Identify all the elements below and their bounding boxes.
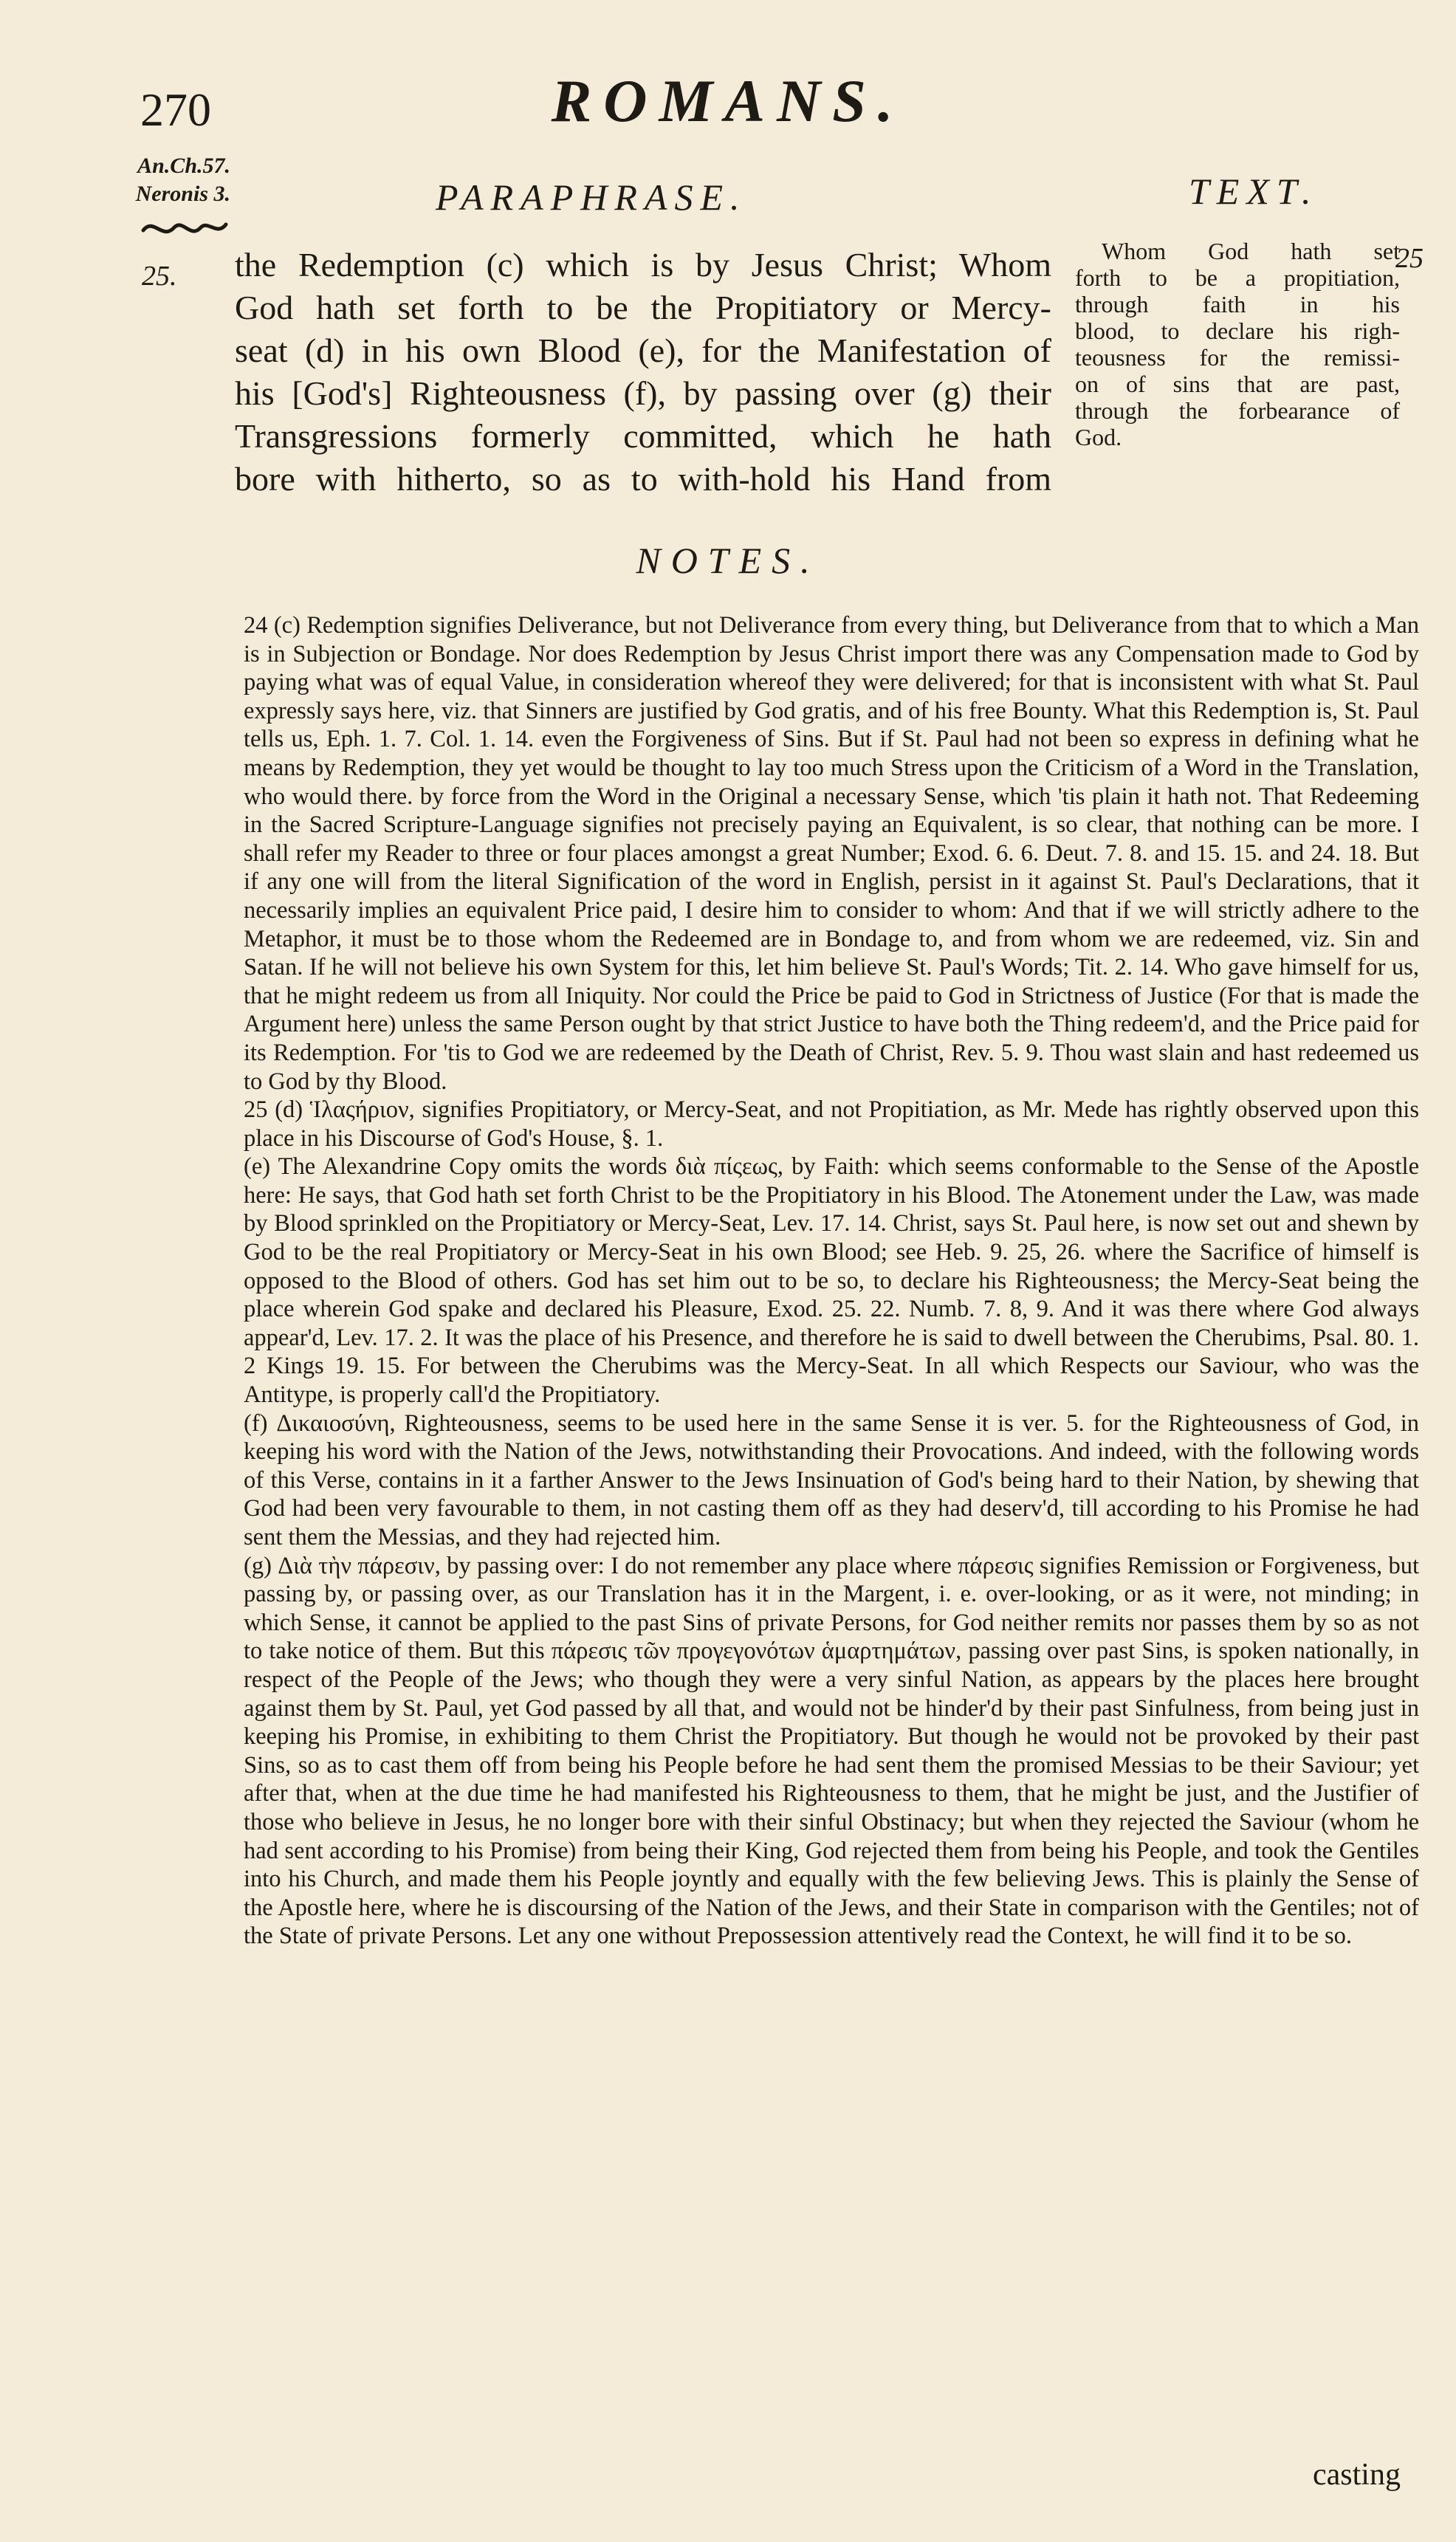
paraphrase-line: Transgressions formerly committed, which he hath bbox=[235, 417, 1051, 455]
notes-heading: NOTES. bbox=[636, 540, 820, 581]
note-paragraph: (g) Διὰ τὴν πάρεσιν, by passing over: I do not remember any place where πάρεσις signifies Remission or Forgiveness, but passing by, or passing over, as our Translation has it in the Margent, i. e. over-looking, or as it were, not minding; in which Sense, it cannot be applied to the past Sins of private Persons, for God neither remits nor passes them by so as not to take notice of them. But this πάρεσις τῶν προγεγονότων ἁμαρτημάτων, passing over past Sins, is spoken nationally, in respect of the People of the Jews; who though they were a very sinful Nation, as appears by the places here brought against them by St. Paul, yet God passed by all that, and would not be hinder'd by their past Sinfulness, from being just in keeping his Promise, in exhibiting to them Christ the Propitiatory. But though he would not be provoked by their past Sins, so as to cast them off from being his People before he had sent them the promised Messias to be their Saviour; yet after that, when at the due time he had manifested his Righteousness to them, that he might be just, and the Justifier of those who believe in Jesus, he no longer bore with their sinful Obstinacy; but when they rejected the Saviour (whom he had sent according to his Promise) from being their King, God rejected them from being his People, and took the Gentiles into his Church, and made them his People joyntly and equally with the few believing Jews. This is plainly the Sense of the Apostle here, where he is discoursing of the Nation of the Jews, and their State in comparison with the Gentiles; not of the State of private Persons. Let any one without Prepossession attentively read the Context, he will find it to be so. bbox=[244, 1552, 1419, 1950]
text-heading: TEXT. bbox=[1189, 171, 1319, 212]
note-paragraph: 25 (d) Ἱλαςήριον, signifies Propitiatory, or Mercy-Seat, and not Propitiation, as Mr. Mede has rightly observed upon this place in his Discourse of God's House, §. 1. bbox=[244, 1096, 1419, 1152]
text-line: through faith in his bbox=[1075, 291, 1400, 317]
paraphrase-line: bore with hitherto, so as to with-hold his Hand from bbox=[235, 460, 1051, 498]
running-title: ROMANS. bbox=[551, 67, 905, 134]
margin-date bbox=[103, 152, 230, 208]
paraphrase-line: seat (d) in his own Blood (e), for the Manifestation of bbox=[235, 332, 1051, 369]
text-line: God. bbox=[1075, 424, 1122, 450]
notes-body bbox=[244, 611, 1419, 1951]
paraphrase-line: the Redemption (c) which is by Jesus Christ; Whom bbox=[235, 246, 1051, 284]
text-line: on of sins that are past, bbox=[1075, 371, 1400, 397]
verse-number-text: 25 bbox=[1395, 243, 1424, 274]
verse-number: 25. bbox=[142, 261, 177, 292]
paraphrase-heading: PARAPHRASE. bbox=[436, 176, 747, 218]
margin-date-reign: Neronis 3. bbox=[135, 182, 230, 206]
text-line: teousness for the remissi- bbox=[1075, 344, 1400, 371]
text-column bbox=[1075, 238, 1400, 450]
note-paragraph: (f) Δικαιοσύνη, Righteousness, seems to be used here in the same Sense it is ver. 5. for the Righteousness of God, in keeping his word with the Nation of the Jews, notwithstanding their Provocations. And indeed, with the following words of this Verse, contains in it a farther Answer to the Jews Insinuation of God's being hard to their Nation, by shewing that God had been very favourable to them, in not casting them off as they had deserv'd, till according to his Promise he had sent them the Messias, and they had rejected him. bbox=[244, 1409, 1419, 1550]
note-paragraph: (e) The Alexandrine Copy omits the words διὰ πίςεως, by Faith: which seems conformable to the Sense of the Apostle here: He says, that God hath set forth Christ to be the Propitiatory in his Blood. The Atonement under the Law, was made by Blood sprinkled on the Propitiatory or Mercy-Seat, Lev. 17. 14. Christ, says St. Paul here, is now set out and shewn by God to be the real Propitiatory or Mercy-Seat in his own Blood; see Heb. 9. 25, 26. where the Sacrifice of himself is opposed to the Blood of others. God has set him out to be so, to declare his Righteousness; the Mercy-Seat being the place wherein God spake and declared his Pleasure, Exod. 25. 22. Numb. 7. 8, 9. And it was there where God always appear'd, Lev. 17. 2. It was the place of his Presence, and therefore he is said to dwell between the Cherubims, Psal. 80. 1. 2 Kings 19. 15. For between the Cherubims was the Mercy-Seat. In all which Respects our Saviour, who was the Antitype, is properly call'd the Propitiatory. bbox=[244, 1153, 1419, 1409]
text-line: forth to be a propitiation, bbox=[1075, 264, 1400, 291]
text-line: blood, to declare his righ- bbox=[1075, 317, 1400, 344]
page-number: 270 bbox=[140, 83, 211, 136]
text-line: through the forbearance of bbox=[1075, 397, 1400, 424]
catchword: casting bbox=[1313, 2458, 1401, 2492]
text-line: Whom God hath set bbox=[1102, 238, 1400, 264]
note-paragraph: 24 (c) Redemption signifies Deliverance, but not Deliverance from every thing, but Deliverance from that to which a Man is in Subjection or Bondage. Nor does Redemption by Jesus Christ import there was any Compensation made to God by paying what was of equal Value, in consideration whereof they were delivered; for that is inconsistent with what St. Paul expressly says here, viz. that Sinners are justified by God gratis, and of his free Bounty. What this Redemption is, St. Paul tells us, Eph. 1. 7. Col. 1. 14. even the Forgiveness of Sins. But if St. Paul had not been so express in defining what he means by Redemption, they yet would be thought to lay too much Stress upon the Criticism of a Word in the Translation, who would there. by force from the Word in the Original a necessary Sense, which 'tis plain it hath not. That Redeeming in the Sacred Scripture-Language signifies not precisely paying an Equivalent, is so clear, that nothing can be more. I shall refer my Reader to three or four places amongst a great Number; Exod. 6. 6. Deut. 7. 8. and 15. 15. and 24. 18. But if any one will from the literal Signification of the word in English, persist in it against St. Paul's Declarations, that it necessarily implies an equivalent Price paid, I desire him to consider to whom: And that if we will strictly adhere to the Metaphor, it must be to those whom the Redeemed are in Bondage to, and from whom we are redeemed, viz. Sin and Satan. If he will not believe his own System for this, let him believe St. Paul's Words; Tit. 2. 14. Who gave himself for us, that he might redeem us from all Iniquity. Nor could the Price be paid to God in Strictness of Justice (For that is made the Argument here) unless the same Person ought by that strict Justice to have both the Thing redeem'd, and the Price paid for its Redemption. For 'tis to God we are redeemed by the Death of Christ, Rev. 5. 9. Thou wast slain and hast redeemed us to God by thy Blood. bbox=[244, 612, 1419, 1095]
paraphrase-column bbox=[235, 244, 1051, 501]
paraphrase-line: his [God's] Righteousness (f), by passing over (g) their bbox=[235, 374, 1051, 412]
margin-date-year: An.Ch.57. bbox=[137, 154, 230, 178]
paraphrase-line: God hath set forth to be the Propitiatory or Mercy- bbox=[235, 289, 1051, 326]
flourish-ornament bbox=[140, 214, 229, 244]
